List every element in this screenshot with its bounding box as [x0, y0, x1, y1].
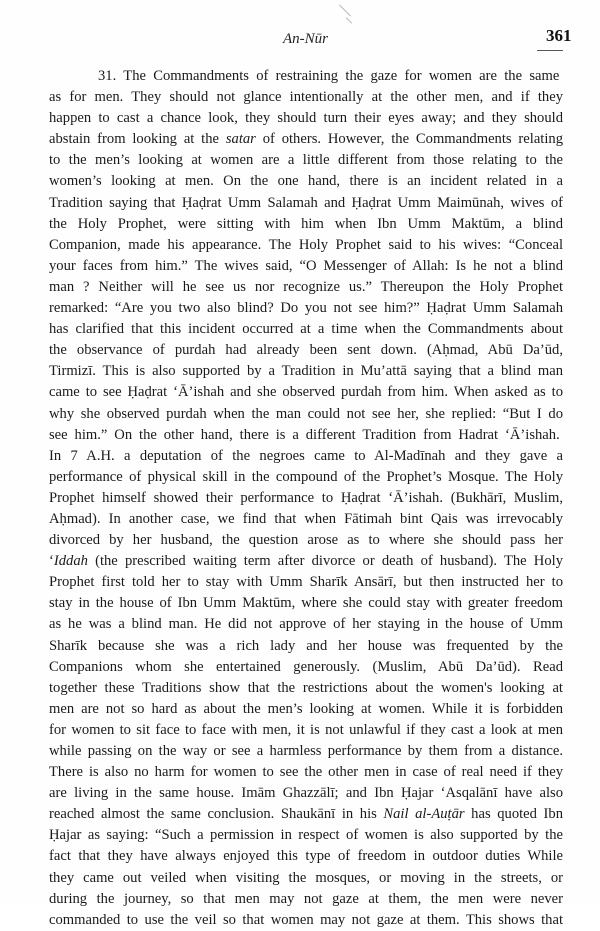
running-head-title: An-Nūr	[283, 31, 328, 47]
text-line: Prophet first told her to stay with Umm Sharīk Ansārī, but then instructed her to	[49, 574, 563, 591]
text-line: performance of physical skill in the compound of the Prophet’s Mosque. The Holy	[49, 468, 563, 485]
text-line: remarked: “Are you two also blind? Do you not see him?” Ḥaḍrat Umm Salamah	[49, 300, 563, 317]
text-line: as he was a blind man. He did not approve of her staying in the house of Umm	[49, 616, 563, 633]
text-line: In 7 A.H. a deputation of the negroes came to Al-Madīnah and they gave a	[49, 447, 563, 464]
text-line: to the men’s looking at women are a little different from those relating to the	[49, 152, 563, 169]
text-line: Tirmizī. This is also supported by a Tradition in Mu’attā saying that a blind man	[49, 363, 563, 380]
text-line	[49, 804, 563, 825]
text-segment: reached almost the same conclusion. Shaukānī in his	[49, 806, 384, 823]
text-line: see him.” On the other hand, there is a different Tradition from Hadrat ‘Ā’ishah.	[49, 426, 560, 443]
text-line: Companion, made his appearance. The Holy Prophet said to his wives: “Conceal	[49, 236, 563, 253]
text-line: for women to sit face to face with men, it is not unlawful if they cast a look at men	[49, 721, 563, 738]
text-line: has clarified that this incident occurred at a time when the Commandments about	[49, 321, 563, 338]
text-line: Companions whom she entertained generously. (Muslim, Abū Da’ūd). Read	[49, 658, 563, 675]
italic-term: Iddah	[53, 553, 88, 570]
text-line: divorced by her husband, the question arose as to where she should pass her	[49, 532, 563, 549]
page-number-underline	[537, 50, 563, 51]
text-line: man ? Neither will he see us nor recognize us.” Thereupon the Holy Prophet	[49, 278, 563, 295]
text-line: There is also no harm for women to see the other men in case of real need if they	[49, 764, 563, 781]
text-line: Sharīk because she was a rich lady and her house was frequented by the	[49, 637, 563, 654]
text-line: as for men. They should not glance intentionally at the other men, and if they	[49, 89, 563, 106]
text-line: happen to cast a chance look, they should turn their eyes away; and they should	[49, 110, 563, 127]
text-segment: (the prescribed waiting term after divorce or death of husband). The Holy	[87, 553, 563, 570]
text-segment: abstain from looking at the	[49, 131, 226, 148]
italic-term: satar	[225, 131, 256, 148]
italic-term: Nail al-Auṭār	[383, 806, 465, 823]
text-line: the Holy Prophet, were sitting with him when Ibn Umm Maktūm, a blind	[49, 215, 563, 232]
text-line: are living in the same house. Imām Ghazzālī; and Ibn Ḥajar ‘Asqalānī have also	[49, 785, 563, 802]
text-line: the observance of purdah had already been sent down. (Aḥmad, Abū Da’ūd,	[49, 342, 563, 359]
text-line: together these Traditions show that the restrictions about the women's looking at	[49, 679, 563, 696]
text-line	[49, 551, 563, 572]
text-segment: of others. However, the Commandments relating	[255, 131, 563, 148]
text-line: women’s looking at men. On the one hand, there is an incident related in a	[49, 173, 563, 190]
scan-mark	[339, 4, 351, 16]
text-line: they came out veiled when visiting the mosques, or moving in the streets, or	[49, 869, 563, 886]
page-number: 361	[546, 26, 572, 45]
scan-mark	[346, 17, 352, 23]
text-line: why she observed purdah when the man could not see her, she replied: “But I do	[49, 405, 563, 422]
text-line: during the journey, so that men may not gaze at them, the men were never	[49, 890, 563, 907]
text-line: Prophet himself showed their performance to Ḥaḍrat ‘Ā’ishah. (Bukhārī, Muslim,	[49, 489, 563, 506]
text-line: your faces from him.” The wives said, “O Messenger of Allah: Is he not a blind	[49, 257, 563, 274]
text-line: Ḥajar as saying: “Such a permission in respect of women is also supported by the	[49, 827, 563, 844]
text-line: came to see Ḥaḍrat ‘Ā’ishah and she observed purdah from him. When asked as to	[49, 384, 563, 401]
text-line: men are not so hard as about the men’s looking at women. While it is forbidden	[49, 700, 563, 717]
text-line: 31. The Commandments of restraining the gaze for women are the same	[98, 68, 560, 84]
text-line: commanded to use the veil so that women may not gaze at them. This shows that	[49, 911, 563, 928]
text-line: while passing on the way or see a harmless performance by them from a distance.	[49, 743, 563, 759]
text-line: Aḥmad). In another case, we find that when Fātimah bint Qais was irrevocably	[49, 510, 563, 527]
text-line: Tradition saying that Ḥaḍrat Umm Salamah and Ḥaḍrat Umm Maimūnah, wives of	[49, 194, 563, 211]
body-paragraph	[49, 66, 563, 931]
text-line: stay in the house of Ibn Umm Maktūm, where she could stay with greater freedom	[49, 595, 563, 612]
text-line	[49, 129, 563, 150]
text-segment: has quoted Ibn	[464, 806, 563, 823]
text-line: fact that they have always enjoyed this type of freedom in outdoor duties While	[49, 848, 563, 865]
text-segment: ‘	[49, 553, 54, 570]
